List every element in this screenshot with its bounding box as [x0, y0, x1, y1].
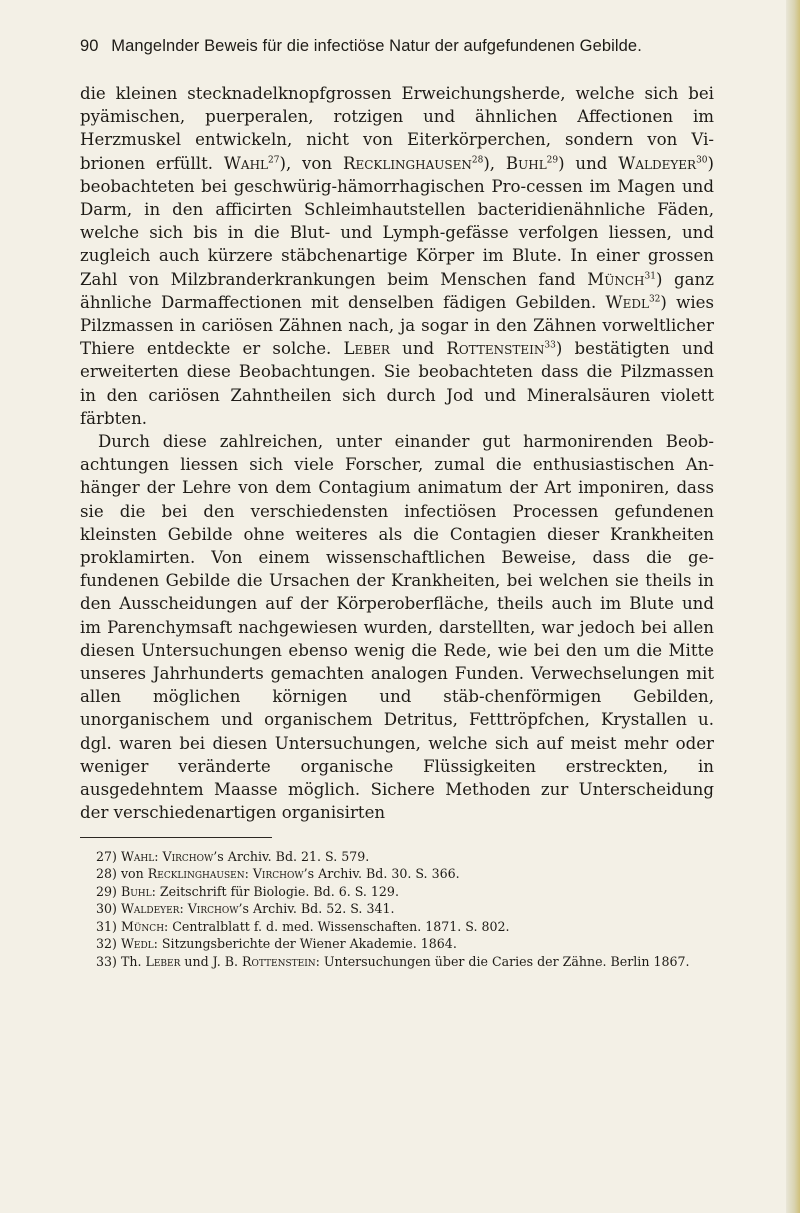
author-name: Rottenstein: [242, 954, 316, 970]
author-name: Wedl: [605, 292, 649, 312]
text-run: :: [154, 848, 163, 864]
footnote-entry: [80, 918, 714, 936]
author-name: Rottenstein: [446, 339, 545, 359]
text-run: ), von: [279, 153, 343, 173]
text-run: 33) Th.: [96, 954, 146, 970]
text-run: 30): [96, 901, 121, 917]
footnote-rule: [80, 837, 272, 838]
text-run: ),: [483, 153, 506, 173]
footnote-marker: 31: [644, 271, 656, 282]
footnote-entry: [80, 900, 714, 918]
text-run: und J. B.: [180, 954, 243, 970]
running-header: [80, 36, 714, 56]
footnote-marker: 32: [648, 294, 661, 305]
page-edge-shadow: [786, 0, 800, 1213]
author-name: Münch: [587, 269, 645, 289]
footnote-marker: 33: [544, 340, 556, 351]
text-run: ) und: [558, 153, 619, 173]
text-run: und: [389, 339, 447, 359]
body-paragraph: [80, 82, 714, 430]
text-run: : Untersuchungen über die Caries der Zähne. Berlin 1867.: [315, 954, 690, 970]
footnotes: [80, 848, 714, 971]
author-name: Waldeyer: [618, 153, 697, 173]
text-run: ) bestätigten und erweiterten diese Beobachtungen. Sie beobachteten dass die Pilzmassen in den cariösen Zahntheilen sich durch Jod und Mineralsäuren violett färbten.: [80, 339, 715, 428]
text-run: 28) von: [96, 866, 148, 882]
footnote-entry: [80, 935, 714, 953]
text-run: ) beobachteten bei geschwürig-hämorrhagischen Pro-cessen im Magen und Darm, in den afficirten Schleimhautstellen bacteridienähnliche Fäden, welche sich bis in die Blut- und Lymph-gefässe verfolgen liessen, und zugleich auch kürzere stäbchenartige Körper im Blute. In einer grossen Zahl von Milzbranderkrankungen beim Menschen fand: [80, 153, 714, 289]
text-run: 32): [96, 936, 121, 952]
footnote-entry: [80, 848, 714, 866]
page-number: 90: [80, 37, 99, 55]
footnote-marker: 30: [696, 155, 708, 166]
author-name: Waldeyer: [120, 901, 180, 917]
author-name: Wedl: [120, 936, 154, 952]
author-name: Wahl: [120, 848, 155, 864]
footnote-marker: 28: [471, 155, 484, 166]
author-name: Recklinghausen: [342, 153, 472, 173]
text-run: : Centralblatt f. d. med. Wissenschaften. 1871. S. 802.: [164, 918, 510, 934]
author-name: Münch: [120, 918, 165, 934]
author-name: Leber: [343, 339, 390, 359]
book-page: [80, 36, 714, 971]
running-title: Mangelnder Beweis für die infectiöse Natur der aufgefundenen Gebilde.: [111, 37, 642, 55]
author-name: Wahl: [223, 153, 269, 173]
footnote-marker: 27: [268, 155, 280, 166]
text-run: :: [179, 901, 188, 917]
text-run: ’s Archiv. Bd. 30. S. 366.: [303, 866, 460, 882]
author-name: Virchow: [187, 901, 239, 917]
text-run: ) wies Pilzmassen in cariösen Zähnen nach, ja sogar in den Zähnen vorweltlicher Thiere entdeckte er solche.: [80, 292, 714, 359]
footnote-entry: [80, 953, 714, 971]
text-run: ’s Archiv. Bd. 21. S. 579.: [213, 848, 370, 864]
body-paragraph: [80, 430, 714, 824]
text-run: : Sitzungsberichte der Wiener Akademie. 1864.: [153, 936, 457, 952]
body-text: [80, 82, 714, 825]
author-name: Virchow: [162, 848, 214, 864]
author-name: Recklinghausen: [147, 866, 245, 882]
text-run: die kleinen stecknadelknopfgrossen Erweichungsherde, welche sich bei pyämischen, puerperalen, rotzigen und ähnlichen Affectionen im Herzmuskel entwickeln, nicht von Eiterkörperchen, sondern von Vi-brionen erfüllt.: [80, 84, 714, 173]
text-run: Durch diese zahlreichen, unter einander gut harmonirenden Beob-achtungen liessen sich viele Forscher, zumal die enthusiastischen An-hänger der Lehre von dem Contagium animatum der Art imponiren, dass sie die bei den verschiedensten infectiösen Processen gefundenen kleinsten Gebilde ohne weiteres als die Contagien dieser Krankheiten proklamirten. Von einem wissenschaftlichen Beweise, dass die ge-fundenen Gebilde die Ursachen der Krankheiten, bei welchen sie theils in den Ausscheidungen auf der Körperoberfläche, theils auch im Blute und im Parenchymsaft nachgewiesen wurden, darstellten, war jedoch bei allen diesen Untersuchungen ebenso wenig die Rede, wie bei den um die Mitte unseres Jahrhunderts gemachten analogen Funden. Verwechselungen mit allen möglichen körnigen und stäb-chenförmigen Gebilden, unorganischem und organischem Detritus, Fetttröpfchen, Krystallen u. dgl. waren bei diesen Untersuchungen, welche sich auf meist mehr oder weniger veränderte organische Flüssigkeiten erstreckten, in ausgedehntem Maasse möglich. Sichere Methoden zur Unterscheidung der verschiedenartigen organisirten: [80, 432, 714, 823]
footnote-entry: [80, 883, 714, 901]
text-run: 29): [96, 883, 121, 899]
text-run: 27): [96, 848, 121, 864]
author-name: Buhl: [120, 883, 152, 899]
text-run: ) ganz ähnliche Darmaffectionen mit denselben fädigen Gebilden.: [80, 269, 714, 312]
footnote-entry: [80, 865, 714, 883]
text-run: :: [244, 866, 253, 882]
author-name: Leber: [145, 954, 181, 970]
text-run: 31): [96, 918, 121, 934]
text-run: : Zeitschrift für Biologie. Bd. 6. S. 129.: [151, 883, 399, 899]
footnote-marker: 29: [546, 155, 559, 166]
author-name: Buhl: [505, 153, 547, 173]
author-name: Virchow: [252, 866, 304, 882]
text-run: ’s Archiv. Bd. 52. S. 341.: [238, 901, 395, 917]
